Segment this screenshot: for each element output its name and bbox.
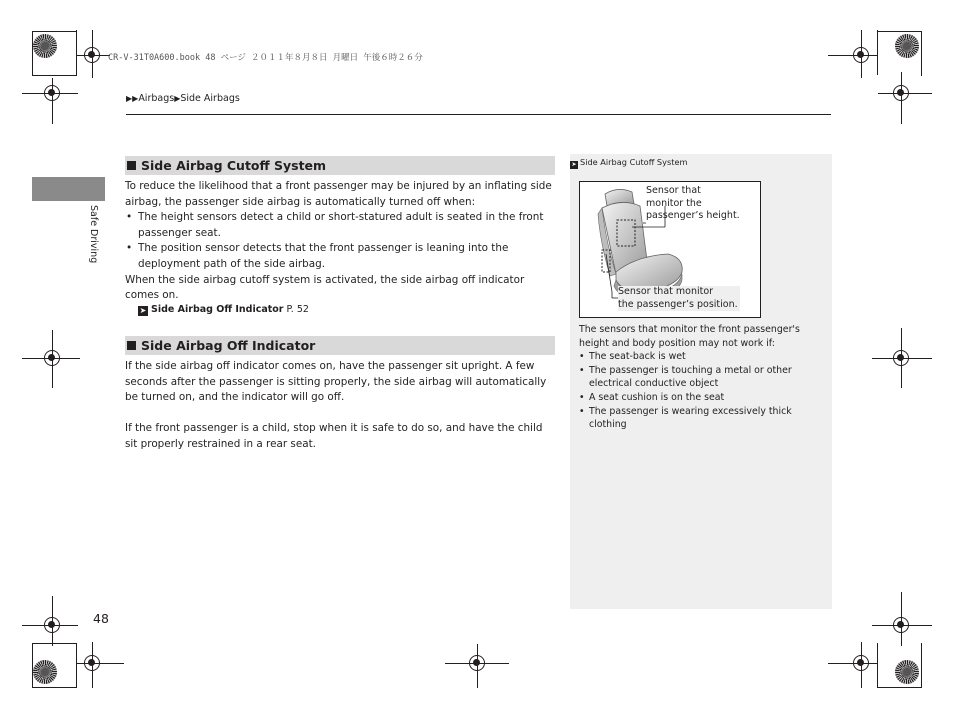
header-divider [126, 114, 831, 115]
seat-sensor-figure [579, 181, 761, 318]
crop-line [52, 596, 53, 646]
section-title: Side Airbag Cutoff System [141, 158, 327, 173]
crop-line [877, 643, 878, 688]
list-item: • The seat-back is wet [579, 350, 829, 364]
paragraph: When the side airbag cutoff system is activated, the side airbag off indicator comes on. [125, 273, 525, 302]
crop-line [872, 625, 932, 626]
breadcrumb-arrows: ▶▶ [126, 94, 139, 103]
crop-line [92, 642, 93, 688]
paragraph: The sensors that monitor the front passenger's height and body position may not work if: [579, 324, 800, 349]
xref-title: Side Airbag Off Indicator [151, 304, 284, 315]
crop-line [22, 358, 80, 359]
reference-arrow-icon: ➤ [571, 161, 577, 168]
xref-page: P. 52 [286, 304, 309, 315]
breadcrumb [126, 93, 240, 104]
section-body-cutoff-system [125, 179, 557, 304]
crop-line [76, 55, 110, 56]
list-item: • A seat cushion is on the seat [579, 391, 829, 405]
crop-line [52, 78, 53, 124]
sidebar-title[interactable] [570, 157, 687, 169]
crop-line [477, 644, 478, 688]
section-title: Side Airbag Off Indicator [141, 338, 316, 353]
section-heading-off-indicator [125, 336, 555, 355]
label-position-sensor [618, 286, 740, 311]
chapter-label [88, 205, 102, 285]
crop-line [828, 663, 877, 664]
crop-line [52, 330, 53, 388]
crop-line [76, 663, 124, 664]
crop-line [901, 592, 902, 646]
crop-line [861, 30, 862, 78]
crop-frame-bottom-left [32, 643, 77, 688]
crop-line [878, 93, 932, 94]
section-heading-cutoff-system [125, 156, 555, 175]
crop-line [76, 30, 77, 75]
list-item: • The passenger is wearing excessively thick clothing [579, 405, 829, 432]
print-job-slug: CR-V-31T0A600.book 48 ページ ２０１１年８月８日 月曜日 午後６時２６分 [108, 53, 423, 63]
breadcrumb-item-airbags[interactable]: Airbags [138, 93, 175, 104]
crop-line [22, 93, 78, 94]
breadcrumb-item-side-airbags[interactable]: Side Airbags [180, 93, 240, 104]
reference-arrow-icon: ➤ [139, 306, 147, 315]
crop-line [76, 643, 77, 688]
paragraph: To reduce the likelihood that a front passenger may be injured by an inflating side airbag, the passenger side airbag is automatically turned off when: [125, 180, 552, 208]
crop-line [32, 643, 77, 644]
chapter-tab[interactable] [32, 177, 105, 201]
cross-reference-link[interactable] [138, 304, 309, 316]
sidebar-title-text: Side Airbag Cutoff System [580, 157, 688, 167]
label-line: Sensor that [646, 185, 701, 196]
chapter-label-text: Safe Driving [88, 205, 99, 264]
crop-frame-bottom-right [877, 643, 922, 688]
breadcrumb-separator: ▶ [174, 94, 181, 103]
label-line: the passenger’s position. [618, 298, 738, 310]
crop-line [901, 328, 902, 388]
crop-line [877, 30, 878, 75]
label-line: monitor the [646, 197, 702, 209]
list-item: • The height sensors detect a child or short-statured adult is seated in the front passenger seat. [125, 210, 557, 241]
paragraph: If the front passenger is a child, stop when it is safe to do so, and have the child sit properly restrained in a rear seat. [125, 422, 543, 450]
sidebar-body [579, 323, 829, 432]
page-number: 48 [93, 611, 109, 626]
crop-line [861, 642, 862, 688]
crop-line [92, 30, 93, 78]
crop-frame-top-right [877, 31, 922, 76]
section-body-off-indicator [125, 359, 557, 453]
crop-line [872, 358, 932, 359]
crop-line [901, 72, 902, 124]
paragraph: If the side airbag off indicator comes on, have the passenger sit upright. A few seconds after the passenger is sitting properly, the side airbag will automatically be turned on, and the indicator will go off. [125, 360, 547, 404]
list-item: • The position sensor detects that the front passenger is leaning into the deployment path of the side airbag. [125, 241, 557, 272]
crop-line [22, 625, 78, 626]
label-line: passenger’s height. [646, 210, 740, 221]
crop-line [828, 55, 877, 56]
crop-frame-top-left [32, 31, 77, 76]
list-item: • The passenger is touching a metal or other electrical conductive object [579, 364, 829, 391]
label-line: Sensor that monitor [618, 286, 714, 297]
label-height-sensor [646, 185, 740, 223]
crop-line [32, 75, 77, 76]
square-bullet-icon [127, 161, 136, 170]
square-bullet-icon [127, 341, 136, 350]
